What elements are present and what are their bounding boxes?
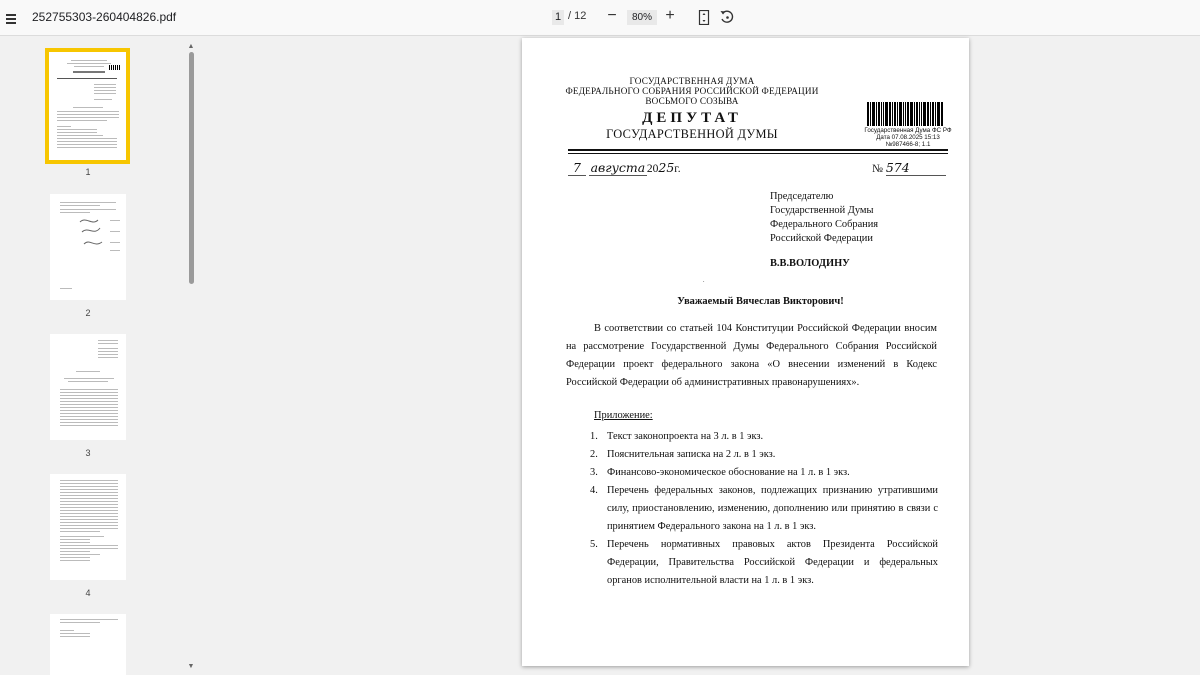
thumbnail-page-4[interactable]	[50, 474, 126, 580]
letter-date	[568, 160, 681, 176]
appendix-item: 4. Перечень федеральных законов, подлежащих признанию утратившими силу, приостановлению, изменению, дополнению или принятию в связи с принятием Федерального закона на 1 л. в 1 экз.	[590, 485, 938, 532]
date-month: августа	[590, 160, 646, 175]
number-label: №	[872, 163, 883, 175]
appendix-title: Приложение:	[594, 410, 653, 421]
addressee-block	[770, 190, 878, 246]
thumbnail-page-3[interactable]	[50, 334, 126, 440]
addressee-line: Государственной Думы	[770, 205, 874, 216]
thumbnail-label: 4	[85, 588, 91, 598]
fit-page-icon[interactable]	[698, 10, 710, 25]
thumbnail-page-1[interactable]	[49, 52, 126, 160]
document-page	[522, 38, 969, 666]
thumbnail-label: 1	[85, 167, 91, 177]
scroll-down-arrow-icon[interactable]: ▼	[187, 663, 195, 670]
date-year-suffix: 25	[658, 160, 675, 175]
header-line-1: ГОСУДАРСТВЕННАЯ ДУМА	[629, 76, 755, 86]
thumbnail-page-2[interactable]	[50, 194, 126, 300]
thumbnail-label: 2	[85, 308, 91, 318]
zoom-in-button[interactable]: +	[665, 7, 675, 24]
stamp-line-1: Государственная Дума ФС РФ	[864, 127, 952, 134]
addressee-line: Председателю	[770, 191, 834, 202]
appendix-item: 1. Текст законопроекта на 3 л. в 1 экз.	[590, 431, 764, 442]
appendix-item: 2. Пояснительная записка на 2 л. в 1 экз.	[590, 449, 776, 460]
appendix-item: 5. Перечень нормативных правовых актов Президента Российской Федерации, Правительства Российской Федерации и федеральных органов исполнительной власти на 1 л. в 1 экз.	[590, 539, 938, 586]
date-suffix: г.	[674, 163, 681, 175]
scrollbar-thumb[interactable]	[189, 52, 194, 284]
addressee-line: Российской Федерации	[770, 233, 873, 244]
date-year-prefix: 20	[646, 163, 659, 175]
menu-icon[interactable]	[4, 8, 24, 28]
number-value: 574	[886, 160, 946, 176]
appendix-item: 3. Финансово-экономическое обоснование на 1 л. в 1 экз.	[590, 467, 850, 478]
stray-dot: .	[703, 278, 705, 284]
barcode	[867, 102, 947, 126]
letter-body: В соответствии со статьей 104 Конституции Российской Федерации вносим на рассмотрение Государственной Думы Федерального Собрания Российской Федерации проект федерального закона «О внесении изменений в Кодекс Российской Федерации об административных правонарушениях».	[566, 323, 937, 388]
toolbar	[0, 0, 1200, 36]
stamp-line-2: Дата 07.08.2025 15:13	[876, 134, 940, 141]
page-number-input[interactable]: 1	[552, 10, 564, 25]
appendix-list	[590, 428, 938, 590]
deputat-subtitle: ГОСУДАРСТВЕННОЙ ДУМЫ	[606, 127, 778, 141]
header-line-2: ФЕДЕРАЛЬНОГО СОБРАНИЯ РОССИЙСКОЙ ФЕДЕРАЦИИ	[565, 86, 819, 96]
thumbnail-scrollbar[interactable]	[186, 43, 196, 669]
scroll-up-arrow-icon[interactable]: ▲	[187, 43, 195, 50]
file-title: 252755303-260404826.pdf	[32, 10, 177, 24]
stamp-line-3: №987466-8; 1.1	[885, 141, 931, 148]
rotate-icon[interactable]	[719, 9, 735, 25]
thumbnail-label: 3	[85, 448, 91, 458]
addressee-line: Федерального Собрания	[770, 219, 879, 230]
zoom-out-button[interactable]: −	[607, 7, 617, 24]
thumbnail-sidebar	[0, 37, 200, 675]
deputat-title: ДЕПУТАТ	[642, 110, 742, 126]
thumbnail-page-5[interactable]	[50, 614, 126, 675]
page-total: / 12	[568, 10, 587, 22]
registration-stamp	[863, 127, 953, 148]
salutation: Уважаемый Вячеслав Викторович!	[677, 296, 844, 307]
letter-number	[872, 160, 946, 176]
header-rule	[568, 149, 948, 151]
zoom-level-input[interactable]: 80%	[627, 10, 657, 25]
addressee-name: В.В.ВОЛОДИНУ	[770, 258, 850, 269]
date-day: 7	[568, 160, 586, 176]
header-line-3: ВОСЬМОГО СОЗЫВА	[645, 96, 739, 106]
header-rule-thin	[568, 153, 948, 154]
